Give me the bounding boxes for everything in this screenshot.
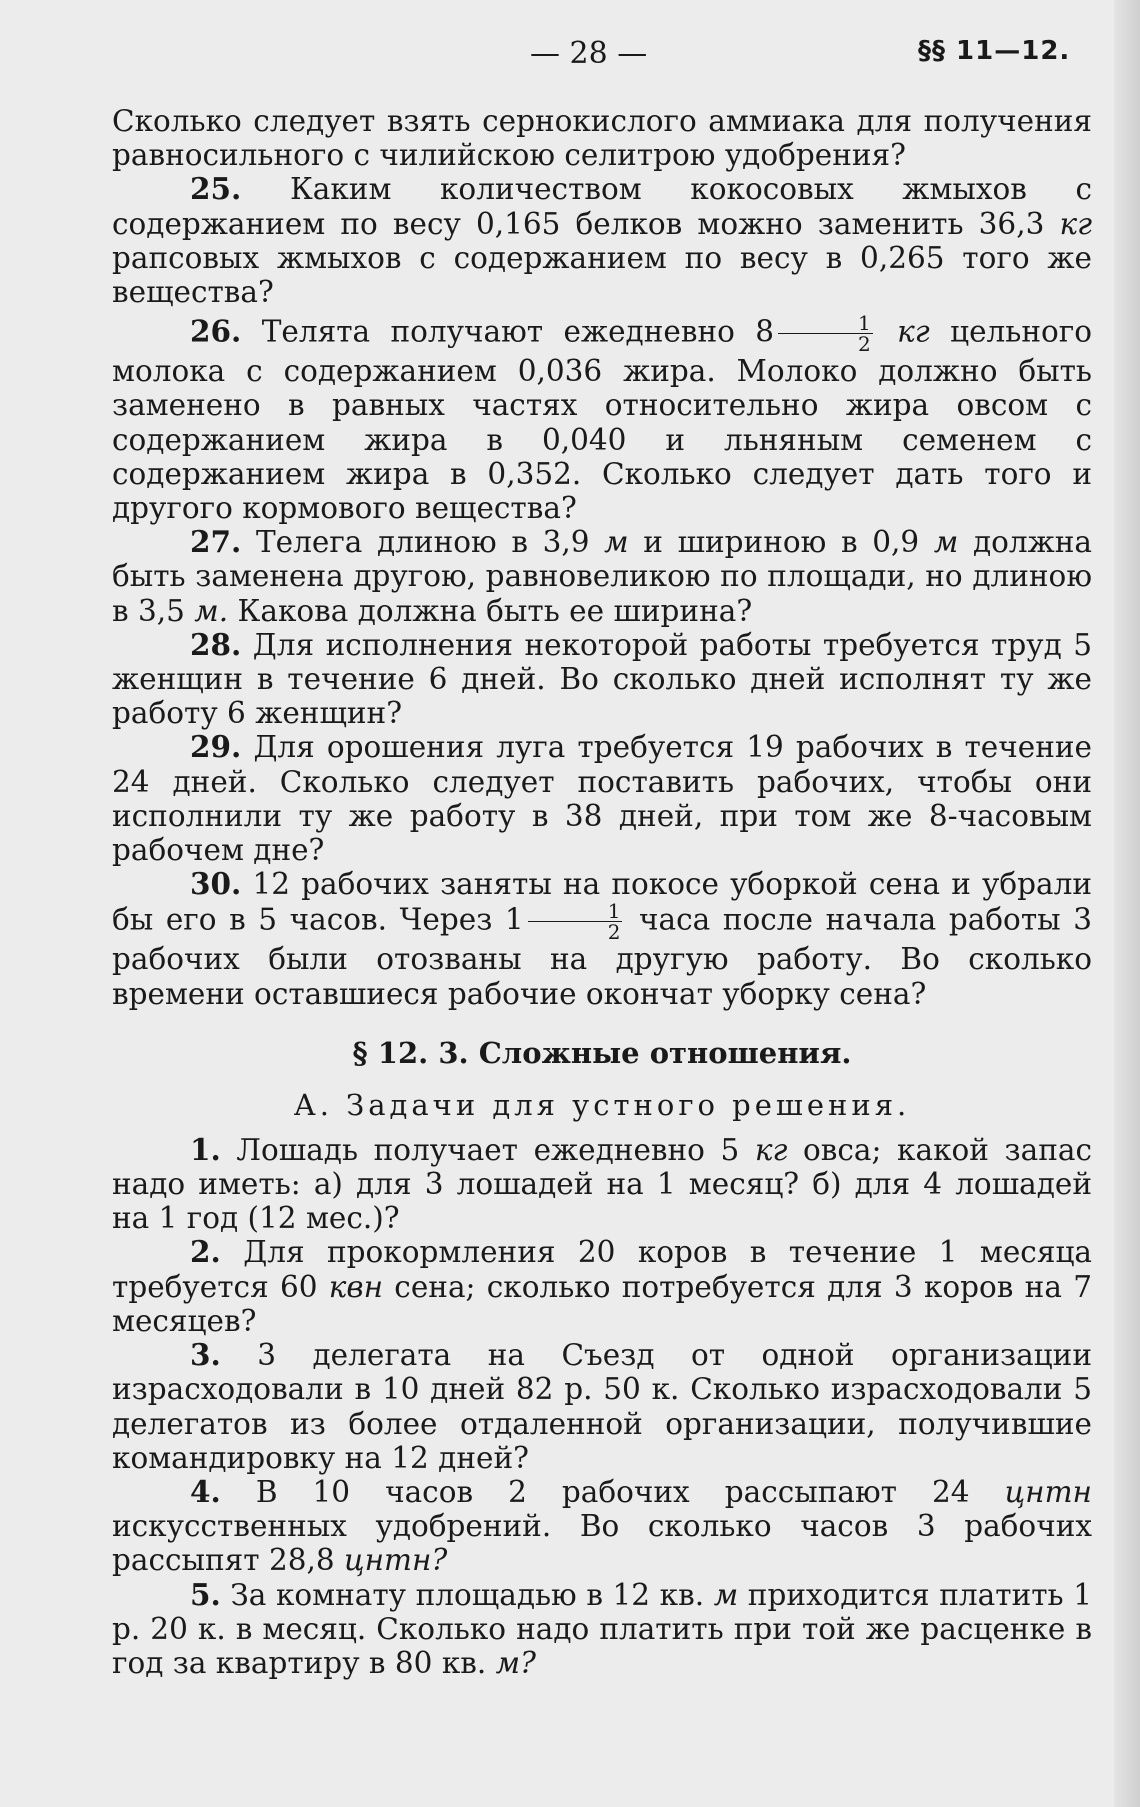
unit-label: м: [933, 525, 959, 560]
question-1: [112, 1133, 1092, 1236]
problem-number: 3.: [190, 1337, 221, 1373]
problem-text: должна быть заменена другою, равновеликою по площади, но длиною в 3,5: [112, 525, 1092, 628]
problem-26: [112, 313, 1092, 525]
problem-text: часа после начала работы 3 рабочих были отозваны на другую работу. Во сколько времени оставшиеся рабочие окончат уборку сена?: [112, 902, 1092, 1011]
problem-text: 12 рабочих заняты на покосе уборкой сена и убрали бы его в 5 часов. Через 1: [112, 867, 1092, 937]
unit-label: кг: [1059, 206, 1092, 241]
problem-27: [112, 525, 1092, 628]
running-section-ref: §§ 11—12.: [918, 36, 1071, 66]
problem-text: Какова должна быть ее ширина?: [237, 593, 753, 628]
problem-number: 30.: [190, 866, 242, 902]
question-4: [112, 1475, 1092, 1578]
problem-number: 2.: [190, 1234, 221, 1270]
fraction-numerator: 1: [528, 901, 623, 922]
problem-text: За комнату площадью в 12 кв.: [230, 1577, 705, 1612]
problem-text: Для орошения луга требуется 19 рабочих в течение 24 дней. Сколько следует поставить рабочих, чтобы они исполнили ту же работу в 38 дней, при том же 8-часовым рабочем дне?: [112, 730, 1092, 868]
problem-text: Для прокормления 20 коров в течение 1 месяца требуется 60: [112, 1235, 1092, 1304]
section-subtitle: А. Задачи для устного решения.: [293, 1087, 911, 1122]
problem-number: 25.: [190, 171, 242, 207]
problem-text: Лошадь получает ежедневно 5: [236, 1132, 740, 1167]
unit-label: м?: [495, 1645, 536, 1680]
problem-number: 28.: [190, 626, 242, 662]
problem-text: Каким количеством кокосовых жмыхов с содержанием по весу 0,165 белков можно заменить 36,3: [112, 172, 1092, 241]
fraction: [528, 899, 623, 945]
page-header: [0, 36, 1100, 76]
problem-text: Телега длиною в 3,9: [255, 525, 590, 560]
problem-text: цельного молока с содержанием 0,036 жира. Молоко должно быть заменено в равных частях относительно жира овсом с содержанием жира в 0,040 и льняным семенем с содержанием жира в 0,352. Сколько следует дать того и другого кормового вещества?: [112, 314, 1092, 526]
problem-number: 27.: [190, 524, 242, 560]
unit-label: цнтн: [1004, 1474, 1092, 1509]
problem-25: [112, 172, 1092, 309]
problem-number: 5.: [190, 1576, 221, 1612]
section-title: § 12. 3. Сложные отношения.: [352, 1035, 852, 1070]
unit-label: кг: [754, 1132, 788, 1167]
problem-number: 4.: [190, 1473, 221, 1509]
problem-text: приходится платить 1 р. 20 к. в месяц. Сколько надо платить при той же расценке в год за квартиру в 80 кв.: [112, 1577, 1092, 1680]
problem-text: искусственных удобрений. Во сколько часов 3 рабочих рассыпят 28,8: [112, 1509, 1092, 1578]
unit-label: квн: [328, 1269, 384, 1304]
page-body: [112, 104, 1092, 1680]
problem-number: 1.: [190, 1131, 221, 1167]
question-2: [112, 1235, 1092, 1338]
problem-text: сена; сколько потребуется для 3 коров на 7 месяцев?: [112, 1269, 1092, 1338]
problem-30: [112, 867, 1092, 1011]
unit-label: м: [713, 1577, 739, 1612]
problem-text: Для исполнения некоторой работы требуется труд 5 женщин в течение 6 дней. Во сколько дней исполнят ту же работу 6 женщин?: [112, 627, 1092, 731]
problem-29: [112, 730, 1092, 867]
problem-number: 26.: [190, 313, 242, 349]
unit-label: м.: [194, 593, 229, 628]
problem-text: Телята получают ежедневно 8: [261, 314, 775, 349]
unit-label: м: [604, 525, 629, 560]
unit-label: кг: [897, 314, 930, 349]
problem-text: В 10 часов 2 рабочих рассыпают 24: [255, 1474, 970, 1509]
question-5: [112, 1578, 1092, 1681]
page-number: — 28 —: [530, 36, 648, 71]
fraction-numerator: 1: [778, 313, 873, 334]
fraction: [778, 311, 873, 357]
problem-text: 3 делегата на Съезд от одной организации израсходовали в 10 дней 82 р. 50 к. Сколько израсходовали 5 делегатов из более отдаленной организации, получившие командировку на 12 дней?: [112, 1338, 1092, 1475]
unit-label: цнтн?: [344, 1543, 448, 1578]
problem-24-continuation: Сколько следует взять сернокислого аммиака для получения равносильного с чилийскою селитрою удобрения?: [112, 104, 1092, 173]
question-3: [112, 1338, 1092, 1475]
problem-text: и шириною в 0,9: [643, 525, 920, 560]
fraction-denominator: 2: [858, 332, 871, 357]
problem-28: [112, 628, 1092, 731]
fraction-denominator: 2: [607, 920, 621, 945]
problem-text: рапсовых жмыхов с содержанием по весу в 0,265 того же вещества?: [112, 240, 1092, 310]
problem-number: 29.: [190, 729, 242, 765]
problem-text: овса; какой запас надо иметь: а) для 3 лошадей на 1 месяц? б) для 4 лошадей на 1 год (12 мес.)?: [112, 1132, 1092, 1236]
